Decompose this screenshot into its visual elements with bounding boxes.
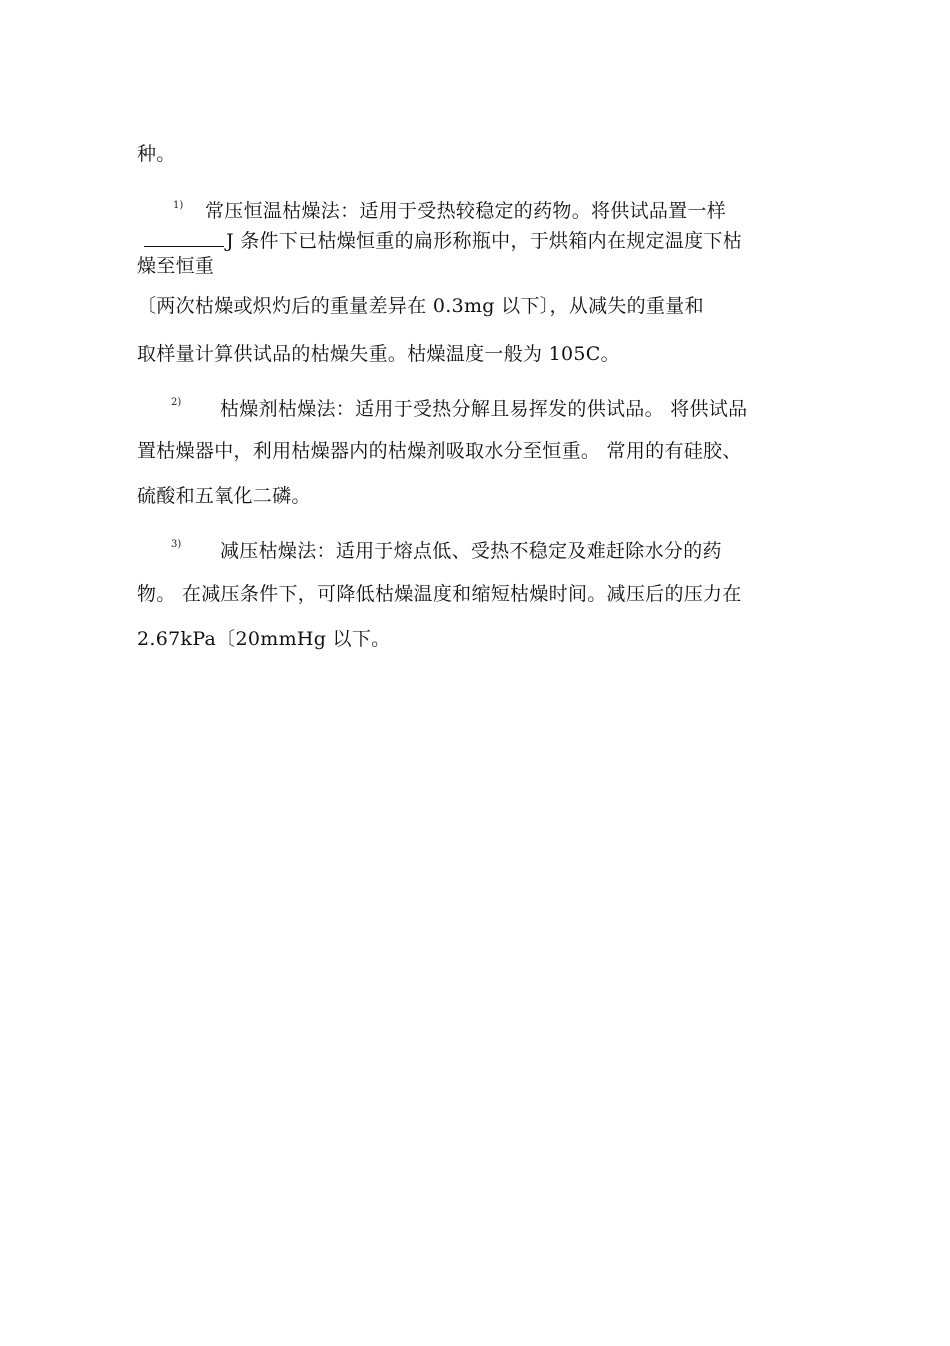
item-1-line-5: 取样量计算供试品的枯燥失重。枯燥温度一般为 105C。 <box>137 343 620 365</box>
item-1-marker: 1) <box>173 200 184 211</box>
intro-tail-line: 种。 <box>137 143 176 165</box>
item-3-line-3: 2.67kPa〔20mmHg 以下。 <box>137 628 391 650</box>
item-1-line-1: 常压恒温枯燥法：适用于受热较稳定的药物。将供试品置一样 <box>205 200 727 222</box>
item-3-marker: 3) <box>171 539 182 550</box>
item-1-line-2: J 条件下已枯燥恒重的扁形称瓶中，于烘箱内在规定温度下枯 <box>226 230 743 252</box>
item-1-line-4: 〔两次枯燥或炽灼后的重量差异在 0.3mg 以下〕，从减失的重量和 <box>137 295 704 317</box>
item-2-line-2: 置枯燥器中，利用枯燥器内的枯燥剂吸取水分至恒重。 常用的有硅胶、 <box>137 440 742 462</box>
item-1-line-3: 燥至恒重 <box>137 255 215 277</box>
fill-in-blank <box>144 228 224 247</box>
item-2-marker: 2) <box>171 397 182 408</box>
item-2-line-1: 枯燥剂枯燥法：适用于受热分解且易挥发的供试品。 将供试品 <box>220 398 748 420</box>
item-3-line-1: 减压枯燥法：适用于熔点低、受热不稳定及难赶除水分的药 <box>220 540 722 562</box>
item-3-line-2: 物。 在减压条件下，可降低枯燥温度和缩短枯燥时间。减压后的压力在 <box>137 583 742 605</box>
item-1-line-2-wrapper <box>144 228 742 253</box>
item-2-line-3: 硫酸和五氧化二磷。 <box>137 485 311 507</box>
